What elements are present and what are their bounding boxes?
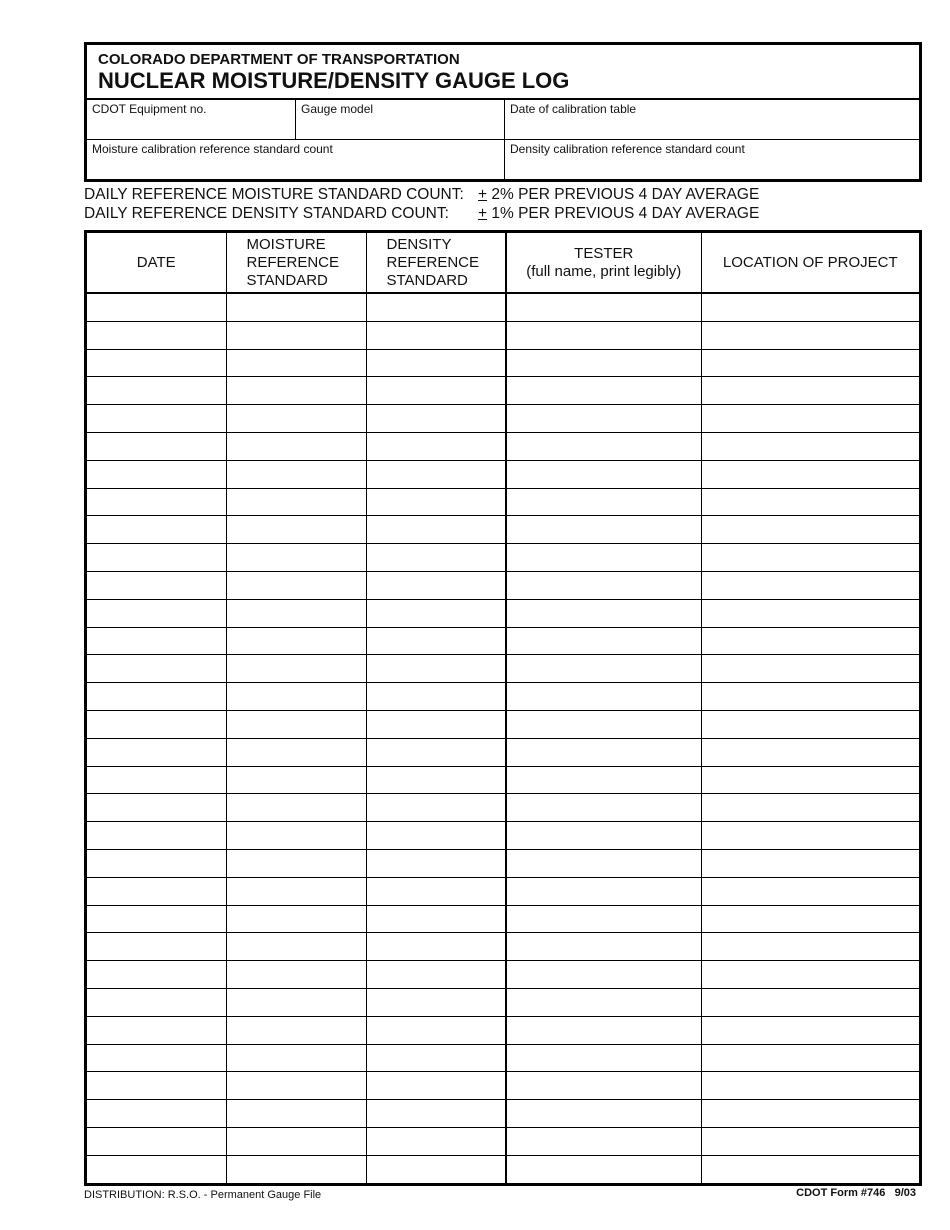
- table-row: [87, 933, 919, 961]
- location-cell[interactable]: [701, 961, 919, 989]
- density-tolerance-label: DAILY REFERENCE DENSITY STANDARD COUNT:: [84, 204, 449, 222]
- density-cell[interactable]: [366, 293, 506, 321]
- table-row: [87, 460, 919, 488]
- tester-cell[interactable]: [506, 961, 701, 989]
- table-row: [87, 488, 919, 516]
- moisture-column-header: [226, 233, 366, 293]
- tester-cell[interactable]: [506, 683, 701, 711]
- date-cell[interactable]: [87, 1072, 226, 1100]
- location-cell[interactable]: [701, 683, 919, 711]
- density-cell[interactable]: [366, 1016, 506, 1044]
- date-cell[interactable]: [87, 599, 226, 627]
- location-cell[interactable]: [701, 1072, 919, 1100]
- table-row: [87, 349, 919, 377]
- density-cell[interactable]: [366, 988, 506, 1016]
- table-row: [87, 961, 919, 989]
- density-cell[interactable]: [366, 1127, 506, 1155]
- moisture-cell[interactable]: [226, 571, 366, 599]
- header-box: [84, 42, 922, 182]
- tester-column-header: [506, 233, 701, 293]
- table-row: [87, 988, 919, 1016]
- date-cell[interactable]: [87, 738, 226, 766]
- date-cell[interactable]: [87, 1016, 226, 1044]
- density-cell[interactable]: [366, 321, 506, 349]
- density-header-line: STANDARD: [386, 271, 468, 289]
- location-cell[interactable]: [701, 988, 919, 1016]
- density-ref-count-field[interactable]: [505, 140, 919, 180]
- gauge-log-table: [84, 230, 922, 1186]
- moisture-cell[interactable]: [226, 293, 366, 321]
- moisture-cell[interactable]: [226, 488, 366, 516]
- moisture-cell[interactable]: [226, 1044, 366, 1072]
- moisture-cell[interactable]: [226, 516, 366, 544]
- date-cell[interactable]: [87, 822, 226, 850]
- moisture-header-line: STANDARD: [246, 271, 328, 289]
- location-cell[interactable]: [701, 1127, 919, 1155]
- equipment-no-field[interactable]: [87, 100, 296, 139]
- date-cell[interactable]: [87, 544, 226, 572]
- date-cell[interactable]: [87, 961, 226, 989]
- table-row: [87, 877, 919, 905]
- density-tolerance-text: 1% PER PREVIOUS 4 DAY AVERAGE: [491, 204, 760, 222]
- moisture-cell[interactable]: [226, 905, 366, 933]
- density-cell[interactable]: [366, 349, 506, 377]
- calibration-date-field[interactable]: [505, 100, 919, 139]
- table-row: [87, 905, 919, 933]
- location-cell[interactable]: [701, 377, 919, 405]
- tester-cell[interactable]: [506, 766, 701, 794]
- plus-minus-sign: +: [478, 186, 488, 203]
- moisture-cell[interactable]: [226, 321, 366, 349]
- table-row: [87, 321, 919, 349]
- density-cell[interactable]: [366, 599, 506, 627]
- location-cell[interactable]: [701, 488, 919, 516]
- table-row: [87, 544, 919, 572]
- date-cell[interactable]: [87, 877, 226, 905]
- tester-cell[interactable]: [506, 405, 701, 433]
- density-cell[interactable]: [366, 933, 506, 961]
- form-identifier: [796, 1187, 916, 1199]
- moisture-cell[interactable]: [226, 405, 366, 433]
- date-cell[interactable]: [87, 460, 226, 488]
- location-cell[interactable]: [701, 349, 919, 377]
- location-cell[interactable]: [701, 627, 919, 655]
- date-cell[interactable]: [87, 432, 226, 460]
- table-row: [87, 377, 919, 405]
- moisture-cell[interactable]: [226, 794, 366, 822]
- density-cell[interactable]: [366, 794, 506, 822]
- date-cell[interactable]: [87, 377, 226, 405]
- density-cell[interactable]: [366, 432, 506, 460]
- tester-cell[interactable]: [506, 432, 701, 460]
- location-cell[interactable]: [701, 293, 919, 321]
- table-row: [87, 1072, 919, 1100]
- moisture-cell[interactable]: [226, 349, 366, 377]
- agency-name: COLORADO DEPARTMENT OF TRANSPORTATION: [98, 51, 460, 68]
- location-cell[interactable]: [701, 849, 919, 877]
- moisture-cell[interactable]: [226, 738, 366, 766]
- density-header-line: REFERENCE: [386, 253, 480, 271]
- location-cell[interactable]: [701, 516, 919, 544]
- density-column-header: [366, 233, 506, 293]
- tester-cell[interactable]: [506, 544, 701, 572]
- density-cell[interactable]: [366, 488, 506, 516]
- form-title: NUCLEAR MOISTURE/DENSITY GAUGE LOG: [98, 68, 570, 93]
- location-cell[interactable]: [701, 766, 919, 794]
- moisture-cell[interactable]: [226, 1016, 366, 1044]
- moisture-cell[interactable]: [226, 460, 366, 488]
- table-row: [87, 405, 919, 433]
- moisture-cell[interactable]: [226, 1127, 366, 1155]
- moisture-cell[interactable]: [226, 710, 366, 738]
- log-table-body: [87, 293, 919, 1183]
- moisture-header-line: REFERENCE: [246, 253, 340, 271]
- moisture-cell[interactable]: [226, 766, 366, 794]
- date-cell[interactable]: [87, 988, 226, 1016]
- table-row: [87, 1155, 919, 1182]
- table-row: [87, 516, 919, 544]
- location-column-header: LOCATION OF PROJECT: [701, 233, 919, 293]
- moisture-cell[interactable]: [226, 1155, 366, 1182]
- date-cell[interactable]: [87, 349, 226, 377]
- date-cell[interactable]: [87, 293, 226, 321]
- density-cell[interactable]: [366, 377, 506, 405]
- tester-cell[interactable]: [506, 599, 701, 627]
- tester-cell[interactable]: [506, 488, 701, 516]
- density-cell[interactable]: [366, 683, 506, 711]
- date-cell[interactable]: [87, 516, 226, 544]
- density-cell[interactable]: [366, 822, 506, 850]
- moisture-cell[interactable]: [226, 544, 366, 572]
- tester-cell[interactable]: [506, 349, 701, 377]
- density-ref-count-label: Density calibration reference standard count: [510, 142, 745, 156]
- tester-header-line: TESTER: [574, 244, 634, 262]
- tester-cell[interactable]: [506, 321, 701, 349]
- location-cell[interactable]: [701, 1016, 919, 1044]
- gauge-model-field[interactable]: [296, 100, 505, 139]
- tester-cell[interactable]: [506, 710, 701, 738]
- tester-cell[interactable]: [506, 738, 701, 766]
- tester-cell[interactable]: [506, 571, 701, 599]
- form-number: CDOT Form #746: [796, 1187, 886, 1199]
- tester-cell[interactable]: [506, 516, 701, 544]
- location-cell[interactable]: [701, 544, 919, 572]
- density-cell[interactable]: [366, 710, 506, 738]
- location-cell[interactable]: [701, 905, 919, 933]
- date-cell[interactable]: [87, 655, 226, 683]
- date-cell[interactable]: [87, 766, 226, 794]
- moisture-cell[interactable]: [226, 655, 366, 683]
- moisture-cell[interactable]: [226, 961, 366, 989]
- density-cell[interactable]: [366, 627, 506, 655]
- date-cell[interactable]: [87, 683, 226, 711]
- tester-cell[interactable]: [506, 460, 701, 488]
- density-cell[interactable]: [366, 1155, 506, 1182]
- tester-cell[interactable]: [506, 794, 701, 822]
- moisture-cell[interactable]: [226, 599, 366, 627]
- density-tolerance-value: [478, 205, 759, 224]
- table-row: [87, 849, 919, 877]
- location-cell[interactable]: [701, 460, 919, 488]
- form-revision-date: 9/03: [894, 1187, 916, 1199]
- plus-minus-sign: +: [478, 204, 488, 222]
- location-cell[interactable]: [701, 1044, 919, 1072]
- moisture-cell[interactable]: [226, 877, 366, 905]
- density-cell[interactable]: [366, 849, 506, 877]
- date-cell[interactable]: [87, 905, 226, 933]
- tester-cell[interactable]: [506, 1044, 701, 1072]
- location-cell[interactable]: [701, 794, 919, 822]
- table-row: [87, 655, 919, 683]
- tester-header-line: (full name, print legibly): [526, 262, 682, 280]
- table-row: [87, 1044, 919, 1072]
- table-row: [87, 738, 919, 766]
- gauge-model-label: Gauge model: [301, 102, 374, 116]
- moisture-cell[interactable]: [226, 988, 366, 1016]
- date-cell[interactable]: [87, 933, 226, 961]
- table-row: [87, 710, 919, 738]
- moisture-header-line: MOISTURE: [246, 235, 326, 253]
- density-cell[interactable]: [366, 1100, 506, 1128]
- moisture-ref-count-field[interactable]: [87, 140, 505, 180]
- calibration-date-label: Date of calibration table: [510, 102, 637, 116]
- moisture-cell[interactable]: [226, 683, 366, 711]
- tester-cell[interactable]: [506, 905, 701, 933]
- table-row: [87, 1100, 919, 1128]
- date-cell[interactable]: [87, 794, 226, 822]
- moisture-cell[interactable]: [226, 822, 366, 850]
- location-cell[interactable]: [701, 933, 919, 961]
- moisture-tolerance-value: [478, 186, 759, 205]
- table-row: [87, 599, 919, 627]
- date-cell[interactable]: [87, 1100, 226, 1128]
- tester-cell[interactable]: [506, 655, 701, 683]
- tester-cell[interactable]: [506, 849, 701, 877]
- table-row: [87, 683, 919, 711]
- date-cell[interactable]: [87, 571, 226, 599]
- table-header-row: [87, 233, 919, 293]
- tester-cell[interactable]: [506, 627, 701, 655]
- moisture-tolerance-label: DAILY REFERENCE MOISTURE STANDARD COUNT:: [84, 186, 464, 203]
- date-cell[interactable]: [87, 1044, 226, 1072]
- moisture-cell[interactable]: [226, 849, 366, 877]
- tester-cell[interactable]: [506, 377, 701, 405]
- location-cell[interactable]: [701, 655, 919, 683]
- density-cell[interactable]: [366, 544, 506, 572]
- location-cell[interactable]: [701, 1155, 919, 1182]
- tester-cell[interactable]: [506, 1016, 701, 1044]
- location-cell[interactable]: [701, 599, 919, 627]
- location-cell[interactable]: [701, 405, 919, 433]
- density-cell[interactable]: [366, 905, 506, 933]
- location-cell[interactable]: [701, 738, 919, 766]
- location-cell[interactable]: [701, 710, 919, 738]
- table-row: [87, 1016, 919, 1044]
- density-cell[interactable]: [366, 405, 506, 433]
- density-header-line: DENSITY: [386, 235, 452, 253]
- tester-cell[interactable]: [506, 822, 701, 850]
- tester-cell[interactable]: [506, 1155, 701, 1182]
- density-cell[interactable]: [366, 1072, 506, 1100]
- moisture-cell[interactable]: [226, 377, 366, 405]
- date-cell[interactable]: [87, 1127, 226, 1155]
- location-cell[interactable]: [701, 432, 919, 460]
- moisture-cell[interactable]: [226, 1100, 366, 1128]
- field-row-1: [87, 100, 919, 140]
- density-cell[interactable]: [366, 460, 506, 488]
- table-row: [87, 794, 919, 822]
- date-cell[interactable]: [87, 627, 226, 655]
- density-cell[interactable]: [366, 877, 506, 905]
- density-cell[interactable]: [366, 1044, 506, 1072]
- location-cell[interactable]: [701, 1100, 919, 1128]
- density-cell[interactable]: [366, 738, 506, 766]
- table-row: [87, 822, 919, 850]
- date-cell[interactable]: [87, 321, 226, 349]
- tester-cell[interactable]: [506, 1100, 701, 1128]
- density-cell[interactable]: [366, 655, 506, 683]
- moisture-ref-count-label: Moisture calibration reference standard count: [92, 142, 333, 156]
- date-cell[interactable]: [87, 710, 226, 738]
- location-cell[interactable]: [701, 822, 919, 850]
- moisture-tolerance-text: 2% PER PREVIOUS 4 DAY AVERAGE: [491, 186, 760, 203]
- field-row-2: [87, 140, 919, 180]
- table-row: [87, 432, 919, 460]
- date-cell[interactable]: [87, 488, 226, 516]
- moisture-cell[interactable]: [226, 1072, 366, 1100]
- date-cell[interactable]: [87, 849, 226, 877]
- tester-cell[interactable]: [506, 877, 701, 905]
- tester-cell[interactable]: [506, 933, 701, 961]
- title-area: [87, 45, 919, 100]
- date-cell[interactable]: [87, 1155, 226, 1182]
- table-row: [87, 627, 919, 655]
- density-cell[interactable]: [366, 516, 506, 544]
- density-cell[interactable]: [366, 766, 506, 794]
- moisture-cell[interactable]: [226, 627, 366, 655]
- location-cell[interactable]: [701, 877, 919, 905]
- table-row: [87, 571, 919, 599]
- tester-cell[interactable]: [506, 1127, 701, 1155]
- moisture-cell[interactable]: [226, 432, 366, 460]
- location-cell[interactable]: [701, 321, 919, 349]
- equipment-no-label: CDOT Equipment no.: [92, 102, 207, 116]
- table-row: [87, 766, 919, 794]
- moisture-cell[interactable]: [226, 933, 366, 961]
- tester-cell[interactable]: [506, 293, 701, 321]
- table-row: [87, 293, 919, 321]
- distribution-note: DISTRIBUTION: R.S.O. - Permanent Gauge File: [84, 1189, 322, 1201]
- tester-cell[interactable]: [506, 1072, 701, 1100]
- date-column-header: DATE: [87, 233, 226, 293]
- date-cell[interactable]: [87, 405, 226, 433]
- table-row: [87, 1127, 919, 1155]
- location-cell[interactable]: [701, 571, 919, 599]
- density-cell[interactable]: [366, 961, 506, 989]
- density-cell[interactable]: [366, 571, 506, 599]
- tester-cell[interactable]: [506, 988, 701, 1016]
